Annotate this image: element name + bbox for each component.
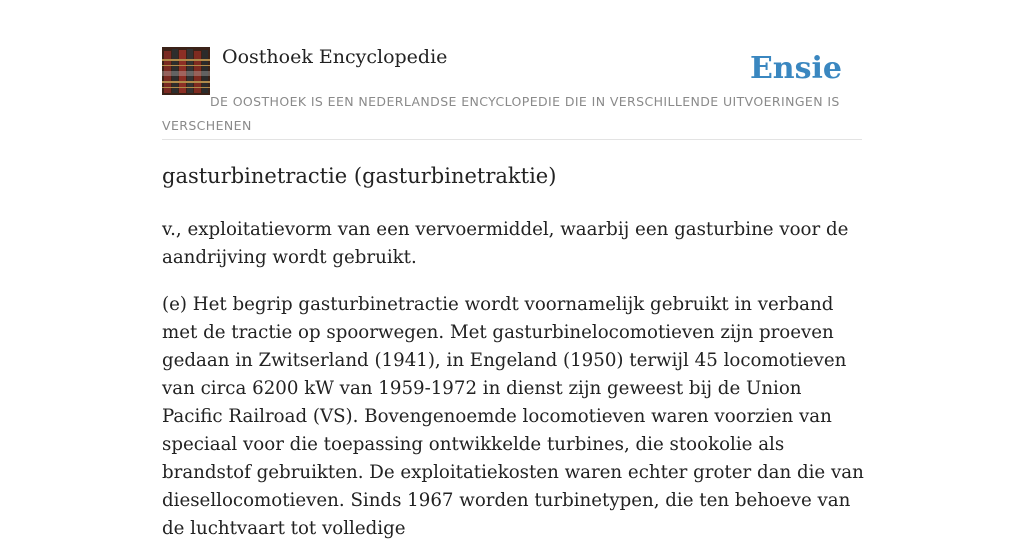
article-paragraph: v., exploitatievorm van een vervoermiddel, waarbij een gasturbine voor de aandrijving wordt gebruikt.: [162, 219, 849, 268]
book-spines-icon: [162, 47, 210, 95]
article-paragraph: (e) Het begrip gasturbinetractie wordt voornamelijk gebruikt in verband met de tractie op spoorwegen. Met gasturbinelocomotieven zijn proeven gedaan in Zwitserland (1941), in Engeland (1950) terwijl 45 locomotieven van circa 6200 kW van 1959-1972 in dienst zijn geweest bij de Union Pacific Railroad (VS). Bovengenoemde locomotieven waren voorzien van speciaal voor die toepassing ontwikkelde turbines, die stookolie als brandstof gebruikten. De exploitatiekosten waren echter groter dan die van diesellocomotieven. Sinds 1967 worden turbinetypen, die ten behoeve van de luchtvaart tot volledige: [162, 294, 864, 539]
article-title: gasturbinetractie (gasturbinetraktie): [162, 164, 557, 188]
site-header: [162, 44, 862, 140]
source-avatar-book-spines-icon[interactable]: [162, 47, 210, 95]
source-tagline: DE OOSTHOEK IS EEN NEDERLANDSE ENCYCLOPEDIE DIE IN VERSCHILLENDE UITVOERINGEN IS VERSCHENEN: [162, 94, 840, 133]
ensie-logo[interactable]: Ensie: [749, 51, 842, 86]
source-name-link[interactable]: Oosthoek Encyclopedie: [222, 46, 448, 68]
